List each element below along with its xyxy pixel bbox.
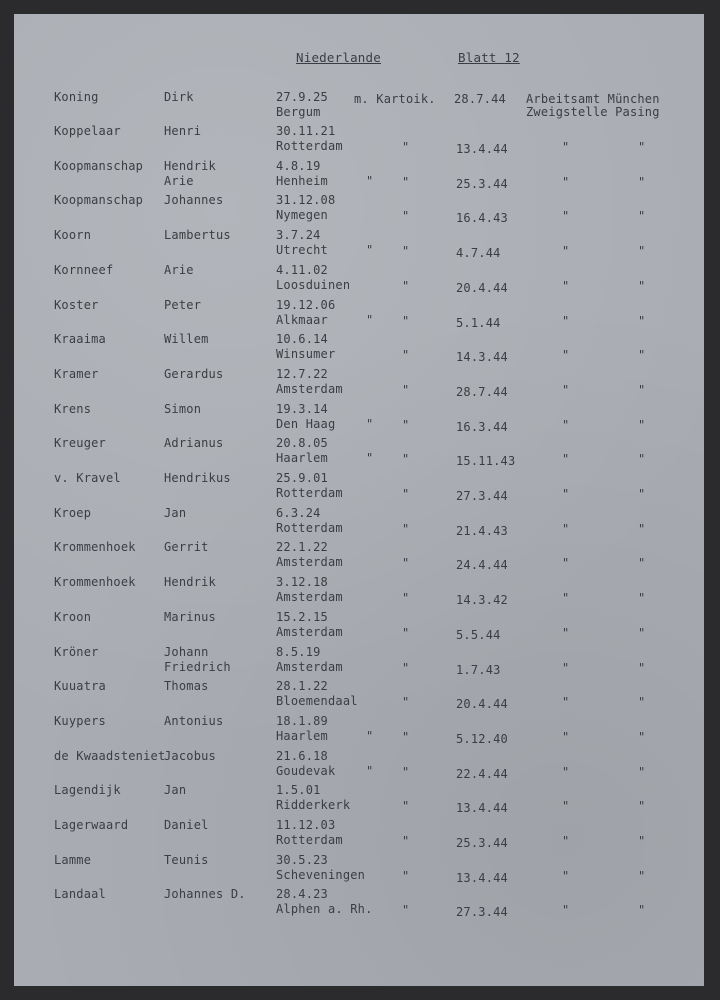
ditto-mark: "	[402, 591, 410, 606]
surname: Kroep	[54, 505, 92, 520]
surname: Krens	[54, 401, 92, 416]
ditto-mark: "	[562, 764, 570, 779]
birth-date: 10.6.14	[276, 332, 328, 347]
ditto-mark: "	[638, 140, 646, 154]
surname: de Kwaadsteniet	[54, 748, 166, 763]
sent-date: 16.3.44	[456, 419, 508, 434]
birth-place: Amsterdam	[276, 590, 343, 605]
sent-date: 13.4.44	[456, 142, 508, 156]
sent-date: 14.3.44	[456, 350, 508, 365]
ditto-mark: "	[402, 660, 410, 675]
ditto-mark: "	[402, 209, 410, 224]
table-row	[14, 853, 704, 887]
firstname: Daniel	[164, 818, 209, 832]
ditto-mark: "	[562, 521, 570, 536]
sent-date: 28.7.44	[456, 384, 508, 399]
sent-date: 20.4.44	[456, 280, 508, 295]
surname: Kramer	[54, 366, 99, 381]
ditto-mark: "	[638, 348, 646, 363]
birth-place: Haarlem	[276, 728, 328, 743]
birth-place: Goudevak	[276, 763, 336, 778]
ditto-mark: "	[638, 452, 646, 467]
surname: Krommenhoek	[54, 540, 136, 555]
ditto-mark: "	[562, 140, 570, 154]
ditto-mark: "	[562, 244, 570, 259]
ditto-mark: "	[638, 868, 646, 883]
table-row	[14, 159, 704, 193]
firstname: Gerrit	[164, 540, 209, 555]
birth-place: Amsterdam	[276, 624, 343, 639]
birth-place: Amsterdam	[276, 381, 343, 396]
ditto-mark: "	[562, 452, 570, 467]
table-row	[14, 367, 704, 401]
table-row	[14, 436, 704, 470]
ditto-mark: "	[562, 868, 570, 883]
ditto-mark: "	[402, 521, 410, 536]
ditto-mark: "	[562, 799, 570, 814]
sent-date: 5.1.44	[456, 315, 501, 330]
sent-date: 13.4.44	[456, 801, 508, 816]
surname: Kröner	[54, 644, 99, 659]
birth-place-ditto: "	[366, 728, 374, 743]
birth-place: Henheim	[276, 173, 328, 188]
sent-date: 25.3.44	[456, 176, 508, 191]
surname: Kuuatra	[54, 679, 106, 694]
ditto-mark: "	[562, 903, 570, 918]
ditto-mark: "	[402, 382, 410, 397]
ditto-mark: "	[638, 487, 646, 501]
birth-date: 28.1.22	[276, 679, 328, 694]
birth-place-ditto: "	[366, 451, 374, 466]
table-row	[14, 90, 704, 124]
ditto-mark: "	[402, 348, 410, 363]
birth-date: 31.12.08	[276, 193, 336, 208]
ditto-mark: "	[402, 487, 410, 501]
birth-date: 4.8.19	[276, 158, 321, 173]
source-note: m. Kartoik.	[354, 92, 436, 106]
ditto-mark: "	[638, 799, 646, 814]
surname: Koopmanschap	[54, 193, 144, 208]
birth-place: Amsterdam	[276, 555, 343, 570]
ditto-mark: "	[562, 174, 570, 189]
firstname: Hendrik	[164, 575, 216, 590]
firstname: Simon	[164, 401, 202, 416]
birth-date: 12.7.22	[276, 366, 328, 381]
surname: Koorn	[54, 228, 92, 243]
birth-place: Ridderkerk	[276, 798, 351, 813]
firstname: Johannes D.	[164, 887, 246, 902]
ditto-mark: "	[562, 417, 570, 432]
firstname: Henri	[164, 124, 202, 138]
birth-date: 8.5.19	[276, 644, 321, 659]
birth-date: 30.11.21	[276, 124, 336, 138]
firstname: Lambertus	[164, 228, 231, 243]
ditto-mark: "	[402, 729, 410, 744]
firstname: Peter	[164, 297, 202, 312]
firstname: Willem	[164, 332, 209, 347]
ditto-mark: "	[562, 209, 570, 224]
ditto-mark: "	[402, 625, 410, 640]
table-row	[14, 679, 704, 713]
birth-date: 4.11.02	[276, 262, 328, 277]
sent-date: 20.4.44	[456, 697, 508, 712]
table-row	[14, 540, 704, 574]
surname: Krommenhoek	[54, 575, 136, 590]
birth-date: 11.12.03	[276, 818, 336, 832]
birth-date: 3.7.24	[276, 228, 321, 243]
birth-place: Utrecht	[276, 243, 328, 258]
table-row	[14, 124, 704, 158]
sent-date: 14.3.42	[456, 593, 508, 608]
table-row	[14, 783, 704, 817]
surname: Lagendijk	[54, 783, 121, 798]
table-row	[14, 818, 704, 852]
ditto-mark: "	[562, 660, 570, 675]
ditto-mark: "	[562, 625, 570, 640]
sent-date: 5.5.44	[456, 627, 501, 642]
firstname: Hendrikus	[164, 471, 231, 485]
ditto-mark: "	[562, 313, 570, 328]
ditto-mark: "	[402, 452, 410, 467]
sent-date: 25.3.44	[456, 836, 508, 850]
firstname: Jan	[164, 505, 187, 520]
birth-date: 19.3.14	[276, 401, 328, 416]
surname: Kuypers	[54, 713, 106, 728]
firstname: Jan	[164, 783, 187, 798]
sent-date: 4.7.44	[456, 246, 501, 261]
firstname: Gerardus	[164, 366, 224, 381]
surname: Kornneef	[54, 262, 114, 277]
firstname: Teunis	[164, 852, 209, 867]
ditto-mark: "	[402, 764, 410, 779]
ditto-mark: "	[638, 660, 646, 675]
ditto-mark: "	[562, 487, 570, 501]
firstname: Johannes	[164, 193, 224, 208]
birth-date: 27.9.25	[276, 90, 328, 104]
sent-date: 24.4.44	[456, 558, 508, 573]
ditto-mark: "	[402, 834, 410, 848]
table-row	[14, 402, 704, 436]
ditto-mark: "	[562, 729, 570, 744]
table-row	[14, 575, 704, 609]
firstname: Thomas	[164, 679, 209, 694]
sent-date: 13.4.44	[456, 870, 508, 885]
birth-date: 3.12.18	[276, 575, 328, 590]
ditto-mark: "	[638, 382, 646, 397]
surname: Koning	[54, 90, 99, 104]
surname: Landaal	[54, 887, 106, 902]
table-row	[14, 263, 704, 297]
ditto-mark: "	[402, 244, 410, 259]
ditto-mark: "	[402, 868, 410, 883]
table-row	[14, 714, 704, 748]
ditto-mark: "	[638, 903, 646, 918]
birth-place-ditto: "	[366, 243, 374, 258]
table-row	[14, 471, 704, 505]
surname: Kroon	[54, 609, 92, 624]
firstname: Dirk	[164, 90, 194, 104]
table-row	[14, 506, 704, 540]
ditto-mark: "	[402, 417, 410, 432]
birth-place-ditto: "	[366, 312, 374, 327]
table-row	[14, 645, 704, 679]
surname: Kreuger	[54, 436, 106, 451]
birth-place: Haarlem	[276, 451, 328, 466]
document-page	[14, 14, 704, 986]
birth-place: Den Haag	[276, 416, 336, 431]
ditto-mark: "	[638, 244, 646, 259]
birth-date: 21.6.18	[276, 748, 328, 763]
birth-date: 22.1.22	[276, 540, 328, 555]
ditto-mark: "	[402, 556, 410, 571]
birth-date: 6.3.24	[276, 505, 321, 520]
ditto-mark: "	[638, 834, 646, 848]
birth-date: 15.2.15	[276, 609, 328, 624]
sent-date: 27.3.44	[456, 489, 508, 503]
ditto-mark: "	[638, 521, 646, 536]
ditto-mark: "	[638, 313, 646, 328]
birth-place: Amsterdam	[276, 659, 343, 674]
table-row	[14, 610, 704, 644]
ditto-mark: "	[638, 556, 646, 571]
ditto-mark: "	[562, 348, 570, 363]
birth-place: Winsumer	[276, 347, 336, 362]
ditto-mark: "	[638, 695, 646, 710]
surname: Koster	[54, 297, 99, 312]
table-row	[14, 749, 704, 783]
ditto-mark: "	[402, 140, 410, 154]
surname: Kraaima	[54, 332, 106, 347]
table-row	[14, 228, 704, 262]
birth-place: Bergum	[276, 105, 321, 119]
ditto-mark: "	[638, 278, 646, 293]
birth-date: 19.12.06	[276, 297, 336, 312]
birth-place: Loosduinen	[276, 277, 351, 292]
surname: Koopmanschap	[54, 158, 144, 173]
sent-date: 21.4.43	[456, 523, 508, 538]
destination-line1: Arbeitsamt München	[526, 92, 660, 106]
table-row	[14, 298, 704, 332]
ditto-mark: "	[402, 278, 410, 293]
birth-place: Rotterdam	[276, 520, 343, 535]
firstname: Arie	[164, 262, 194, 277]
birth-date: 1.5.01	[276, 783, 321, 798]
birth-place: Alphen a. Rh.	[276, 902, 373, 917]
ditto-mark: "	[638, 591, 646, 606]
ditto-mark: "	[638, 174, 646, 189]
firstname: Johann Friedrich	[164, 644, 231, 674]
table-row	[14, 887, 704, 921]
ditto-mark: "	[562, 591, 570, 606]
ditto-mark: "	[402, 799, 410, 814]
ditto-mark: "	[402, 174, 410, 189]
ditto-mark: "	[562, 278, 570, 293]
ditto-mark: "	[638, 417, 646, 432]
surname: Lagerwaard	[54, 818, 129, 832]
firstname: Antonius	[164, 713, 224, 728]
ditto-mark: "	[402, 695, 410, 710]
ditto-mark: "	[402, 313, 410, 328]
sent-date: 16.4.43	[456, 211, 508, 226]
surname: Koppelaar	[54, 124, 121, 138]
sent-date: 5.12.40	[456, 731, 508, 746]
firstname: Jacobus	[164, 748, 216, 763]
sent-date: 1.7.43	[456, 662, 501, 677]
birth-date: 28.4.23	[276, 887, 328, 902]
birth-place-ditto: "	[366, 416, 374, 431]
destination-line2: Zweigstelle Pasing	[526, 105, 660, 119]
surname: Lamme	[54, 852, 92, 867]
birth-place: Nymegen	[276, 208, 328, 223]
birth-place-ditto: "	[366, 173, 374, 188]
ditto-mark: "	[638, 209, 646, 224]
birth-place: Rotterdam	[276, 139, 343, 153]
ditto-mark: "	[562, 556, 570, 571]
birth-date: 25.9.01	[276, 471, 328, 485]
ditto-mark: "	[638, 625, 646, 640]
sent-date: 22.4.44	[456, 766, 508, 781]
ditto-mark: "	[638, 764, 646, 779]
table-row	[14, 193, 704, 227]
birth-place: Rotterdam	[276, 486, 343, 500]
birth-place: Rotterdam	[276, 833, 343, 847]
birth-place-ditto: "	[366, 763, 374, 778]
firstname: Adrianus	[164, 436, 224, 451]
firstname: Hendrik Arie	[164, 158, 216, 188]
sheet-number: Blatt 12	[458, 50, 520, 65]
birth-date: 20.8.05	[276, 436, 328, 451]
birth-place: Alkmaar	[276, 312, 328, 327]
ditto-mark: "	[562, 382, 570, 397]
sent-date: 15.11.43	[456, 454, 516, 469]
ditto-mark: "	[562, 695, 570, 710]
birth-place: Bloemendaal	[276, 694, 358, 709]
birth-date: 18.1.89	[276, 713, 328, 728]
table-row	[14, 332, 704, 366]
sent-date: 27.3.44	[456, 905, 508, 920]
birth-date: 30.5.23	[276, 852, 328, 867]
ditto-mark: "	[638, 729, 646, 744]
birth-place: Scheveningen	[276, 867, 366, 882]
country-heading: Niederlande	[296, 50, 381, 65]
ditto-mark: "	[402, 903, 410, 918]
surname: v. Kravel	[54, 471, 121, 485]
sent-date: 28.7.44	[454, 92, 506, 106]
ditto-mark: "	[562, 834, 570, 848]
firstname: Marinus	[164, 609, 216, 624]
